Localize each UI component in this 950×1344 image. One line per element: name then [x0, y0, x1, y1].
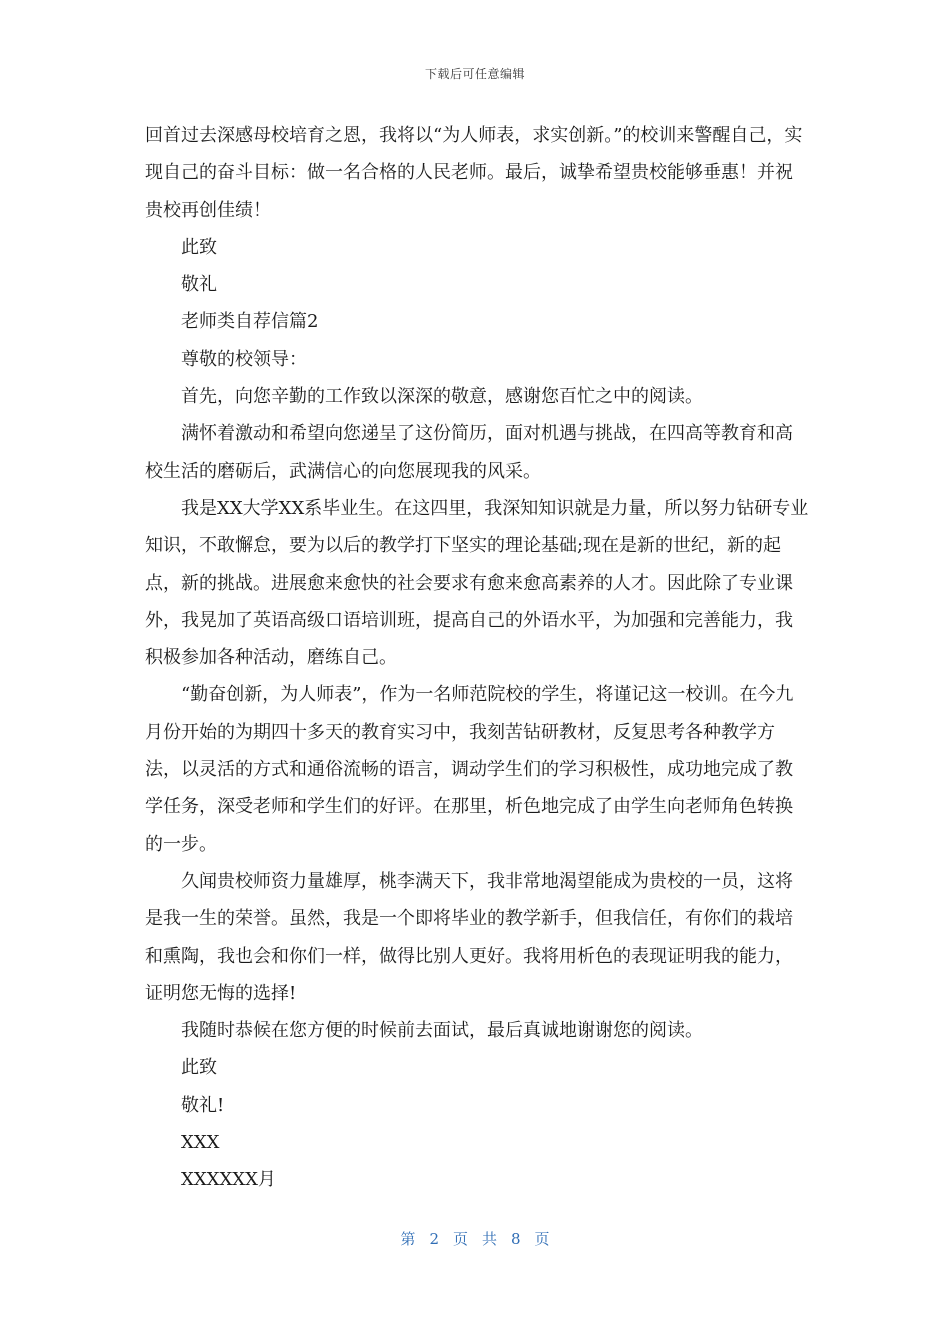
footer-label-page: 第 — [400, 1230, 416, 1248]
closing-jingli: 敬礼! — [181, 1094, 225, 1116]
document-body — [145, 117, 810, 1199]
salutation-cizhi: 此致 — [181, 236, 217, 258]
paragraph-internship: “勤奋创新，为人师表”，作为一名师范院校的学生，将谨记这一校训。在今九月份开始的为期四十多天的教育实习中，我刻苦钻研教材，反复思考各种教学方法，以灵活的方式和通俗流畅的语言，调动学生们的学习积极性，成功地完成了教学任务，深受老师和学生们的好评。在那里，析色地完成了由学生向老师角色转换的一步。 — [145, 684, 794, 855]
paragraph-resume: 满怀着激动和希望向您递呈了这份简历，面对机遇与挑战，在四高等教育和高校生活的磨砺后，武满信心的向您展现我的风采。 — [145, 423, 793, 482]
footer-label-of: 页共 — [452, 1230, 511, 1248]
signature-name: XXX — [181, 1132, 220, 1154]
footer-current-page: 2 — [429, 1230, 439, 1248]
paragraph-background: 我是XX大学XX系毕业生。在这四里，我深知知识就是力量，所以努力钻研专业知识，不敢懈怠，要为以后的教学打下坚实的理论基础;现在是新的世纪，新的起点，新的挑战。进展愈来愈快的社会要求有愈来愈高素养的人才。因此除了专业课外，我晃加了英语高级口语培训班，提高自己的外语水平，为加强和完善能力，我积极参加各种活动，磨练自己。 — [145, 497, 809, 669]
paragraph-interview: 我随时恭候在您方便的时候前去面试，最后真诚地谢谢您的阅读。 — [181, 1020, 703, 1042]
footer-total-pages: 8 — [511, 1230, 521, 1248]
greeting: 尊敬的校领导： — [181, 348, 307, 370]
section-title: 老师类自荐信篇2 — [181, 311, 319, 333]
footer-label-end: 页 — [534, 1230, 550, 1248]
salutation-jingli: 敬礼 — [181, 274, 217, 296]
page-footer — [0, 1229, 950, 1249]
paragraph-aspiration: 久闻贵校师资力量雄厚，桃李满天下，我非常地渴望能成为贵校的一员，这将是我一生的荣誉。虽然，我是一个即将毕业的教学新手，但我信任，有你们的栽培和熏陶，我也会和你们一样，做得比别人更好。我将用析色的表现证明我的能力，证明您无悔的选择! — [145, 870, 793, 1004]
paragraph-intro: 首先，向您辛勤的工作致以深深的敬意，感谢您百忙之中的阅读。 — [181, 386, 703, 408]
closing-cizhi: 此致 — [181, 1057, 217, 1079]
paragraph-closing: 回首过去深感母校培育之恩，我将以“为人师表，求实创新。”的校训来警醒自己，实现自己的奋斗目标：做一名合格的人民老师。最后，诚挚希望贵校能够垂惠！并祝贵校再创佳绩！ — [145, 125, 803, 221]
signature-date: XXXXXX月 — [181, 1169, 276, 1191]
page-header: 下载后可任意编辑 — [424, 67, 525, 81]
